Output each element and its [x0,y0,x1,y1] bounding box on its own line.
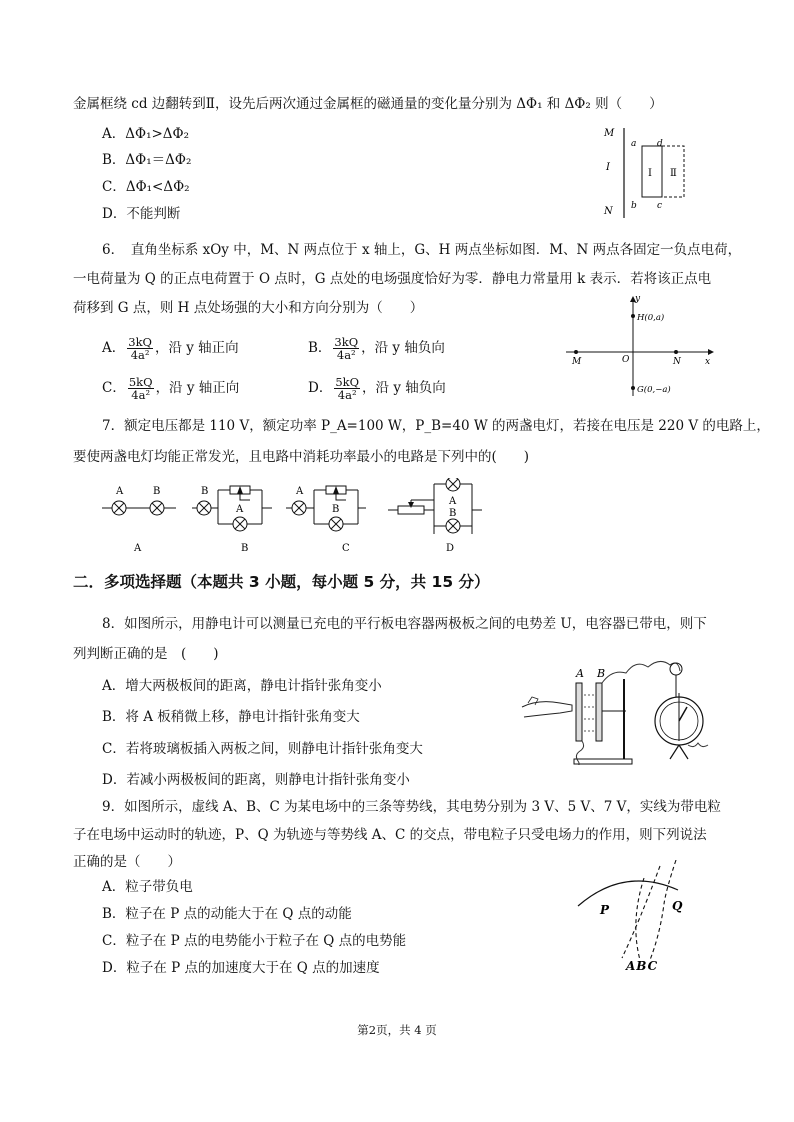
q9-option-a: A．粒子带负电 [102,879,193,895]
q5-fig-label-c: c [657,201,663,211]
q7-circuit-b [192,486,272,554]
q5-stem: 金属框绕 cd 边翻转到Ⅱ，设先后两次通过金属框的磁通量的变化量分别为 ΔΦ₁ 和 ΔΦ₂ 则（ ） [73,96,663,112]
q7-d-lamp-a-label: A [449,496,457,507]
q7-line-2: 要使两盏电灯均能正常发光，且电路中消耗功率最小的电路是下列中的( ) [73,449,530,465]
q9-option-c: C．粒子在 P 点的电势能小于粒子在 Q 点的电势能 [102,933,407,949]
q5-fig-label-box1: Ⅰ [648,168,652,179]
q8-line-2: 列判断正确的是 ( ) [73,646,219,662]
q6-fig-label-g: G(0,−a) [637,385,671,395]
q8-fig-label-b: B [597,667,606,680]
q7-lamp-a-label: A [116,486,124,497]
q7-circuit-a [102,486,176,554]
q8-capacitor-figure [520,655,720,765]
q9-fig-label-p: P [600,903,610,917]
q7-circuit-c [286,486,366,554]
q9-option-b: B．粒子在 P 点的动能大于在 Q 点的动能 [102,906,352,922]
q6-fig-axis-x: x [705,357,711,367]
q6-option-a: A． $\frac{3kQ}{\text{4a²}}$ ，沿 y 轴正向 [102,335,239,362]
section-2-title: 二．多项选择题（本题共 3 小题，每小题 5 分，共 15 分） [73,573,490,591]
q6-line-2: 一电荷量为 Q 的正点电荷置于 O 点时，G 点处的电场强度恰好为零．静电力常量用 k 表示．若将该正点电 [73,271,712,287]
q8-option-d: D．若减小两极板间的距离，则静电计指针张角变小 [102,772,410,788]
q7-c-lamp-a-label: A [296,486,304,497]
q7-circuit-d-label: D [446,543,455,554]
q8-option-a: A．增大两极板间的距离，静电计指针张角变小 [102,678,382,694]
q9-line-2: 子在电场中运动时的轨迹，P、Q 为轨迹与等势线 A、C 的交点，带电粒子只受电场力的作用，则下列说法 [73,827,707,843]
q9-line-1: 9．如图所示，虚线 A、B、C 为某电场中的三条等势线，其电势分别为 3 V、5 V、7 V，实线为带电粒 [102,799,721,815]
q5-fig-label-a: a [631,139,637,149]
q8-option-b: B．将 A 板稍微上移，静电计指针张角变大 [102,709,360,725]
q5-fig-label-b: b [631,201,637,211]
q9-fig-label-q: Q [672,899,683,913]
q7-circuits-figure [100,478,500,558]
q8-line-1: 8．如图所示，用静电计可以测量已充电的平行板电容器两极板之间的电势差 U，电容器已带电，则下 [102,616,707,632]
q5-option-a: A．ΔΦ₁>ΔΦ₂ [102,126,190,142]
q7-b-lamp-b-label: B [201,486,209,497]
q7-line-1: 7．额定电压都是 110 V，额定功率 P_A=100 W，P_B=40 W 的两盏电灯，若接在电压是 220 V 的电路上， [102,418,770,434]
q5-option-d: D．不能判断 [102,206,181,222]
q5-fig-label-d: d [657,139,663,149]
q5-fig-label-n: N [604,206,613,217]
q8-option-c: C．若将玻璃板插入两板之间，则静电计指针张角变大 [102,741,423,757]
q6-option-c: C． $\frac{5kQ}{\text{4a²}}$ ，沿 y 轴正向 [102,375,240,402]
q5-fig-label-m: M [604,128,615,139]
q7-circuit-b-label: B [241,543,249,554]
q6-figure [562,292,718,402]
q5-fig-label-box2: Ⅱ [670,168,677,179]
page-footer: 第2页，共 4 页 [357,1023,437,1037]
q6-fig-label-n: N [673,357,681,367]
q7-d-lamp-b-label: B [449,508,457,519]
q9-line-3: 正确的是（ ） [73,854,181,870]
q6-option-b: B． $\frac{3kQ}{\text{4a²}}$ ，沿 y 轴负向 [308,335,445,362]
q6-line-1: 6． 直角坐标系 xOy 中，M、N 两点位于 x 轴上，G、H 两点坐标如图．M、N 两点各固定一负点电荷， [102,242,742,258]
q6-fig-label-m: M [572,357,582,367]
q5-option-b: B．ΔΦ₁＝ΔΦ₂ [102,152,192,168]
q5-fig-label-i: I [606,162,610,173]
q9-fig-label-abc: ABC [626,959,659,973]
q6-fig-label-o: O [622,355,630,365]
q6-fig-axis-y: y [635,294,641,304]
q8-fig-label-a: A [576,667,584,680]
q7-b-lamp-a-label: A [236,504,244,515]
q6-fig-label-h: H(0,a) [637,313,665,323]
q5-figure [598,122,698,222]
q6-option-d: D． $\frac{5kQ}{\text{4a²}}$ ，沿 y 轴负向 [308,375,446,402]
q9-option-d: D．粒子在 P 点的加速度大于在 Q 点的加速度 [102,960,380,976]
q7-circuit-a-label: A [134,543,142,554]
q6-line-3: 荷移到 G 点，则 H 点处场强的大小和方向分别为（ ） [73,300,424,316]
q7-lamp-b-label: B [153,486,161,497]
q7-c-lamp-b-label: B [332,504,340,515]
q9-equipotential-figure [574,860,704,975]
q7-circuit-d [388,478,482,554]
q7-circuit-c-label: C [342,543,350,554]
q5-option-c: C．ΔΦ₁<ΔΦ₂ [102,179,190,195]
